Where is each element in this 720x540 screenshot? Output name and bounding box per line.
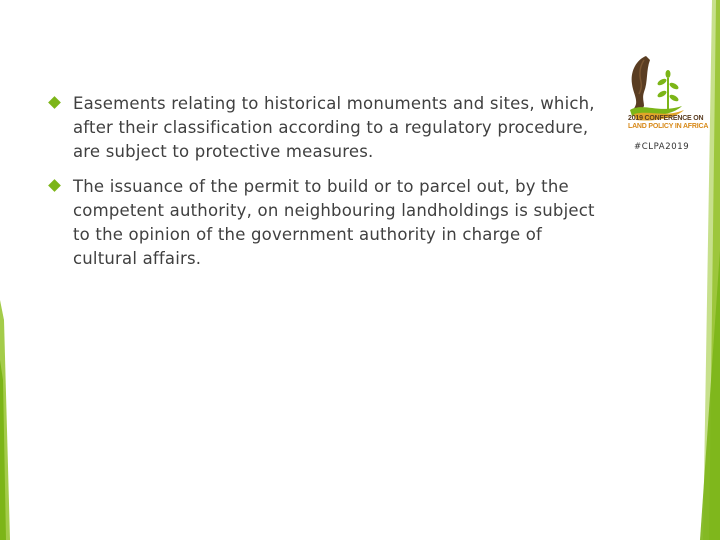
- bullet-text: Easements relating to historical monuments and sites, which, after their classification according to a regulatory procedure, are subject to protective measures.: [73, 94, 595, 161]
- bullet-item: [46, 175, 606, 271]
- bullet-list: [46, 92, 606, 282]
- bullet-text: The issuance of the permit to build or to parcel out, by the competent authority, on neighbouring landholdings is subject to the opinion of the government authority in charge of cultural affairs.: [73, 177, 595, 268]
- hashtag-label: #CLPA2019: [634, 142, 690, 152]
- diamond-bullet-icon: [48, 96, 61, 109]
- conference-logo-icon: [624, 52, 709, 152]
- bullet-item: [46, 92, 606, 164]
- logo-line-conference: 2019 CONFERENCE ON: [628, 115, 704, 122]
- diamond-bullet-icon: [48, 179, 61, 192]
- logo-line-land-policy: LAND POLICY IN AFRICA: [628, 123, 709, 130]
